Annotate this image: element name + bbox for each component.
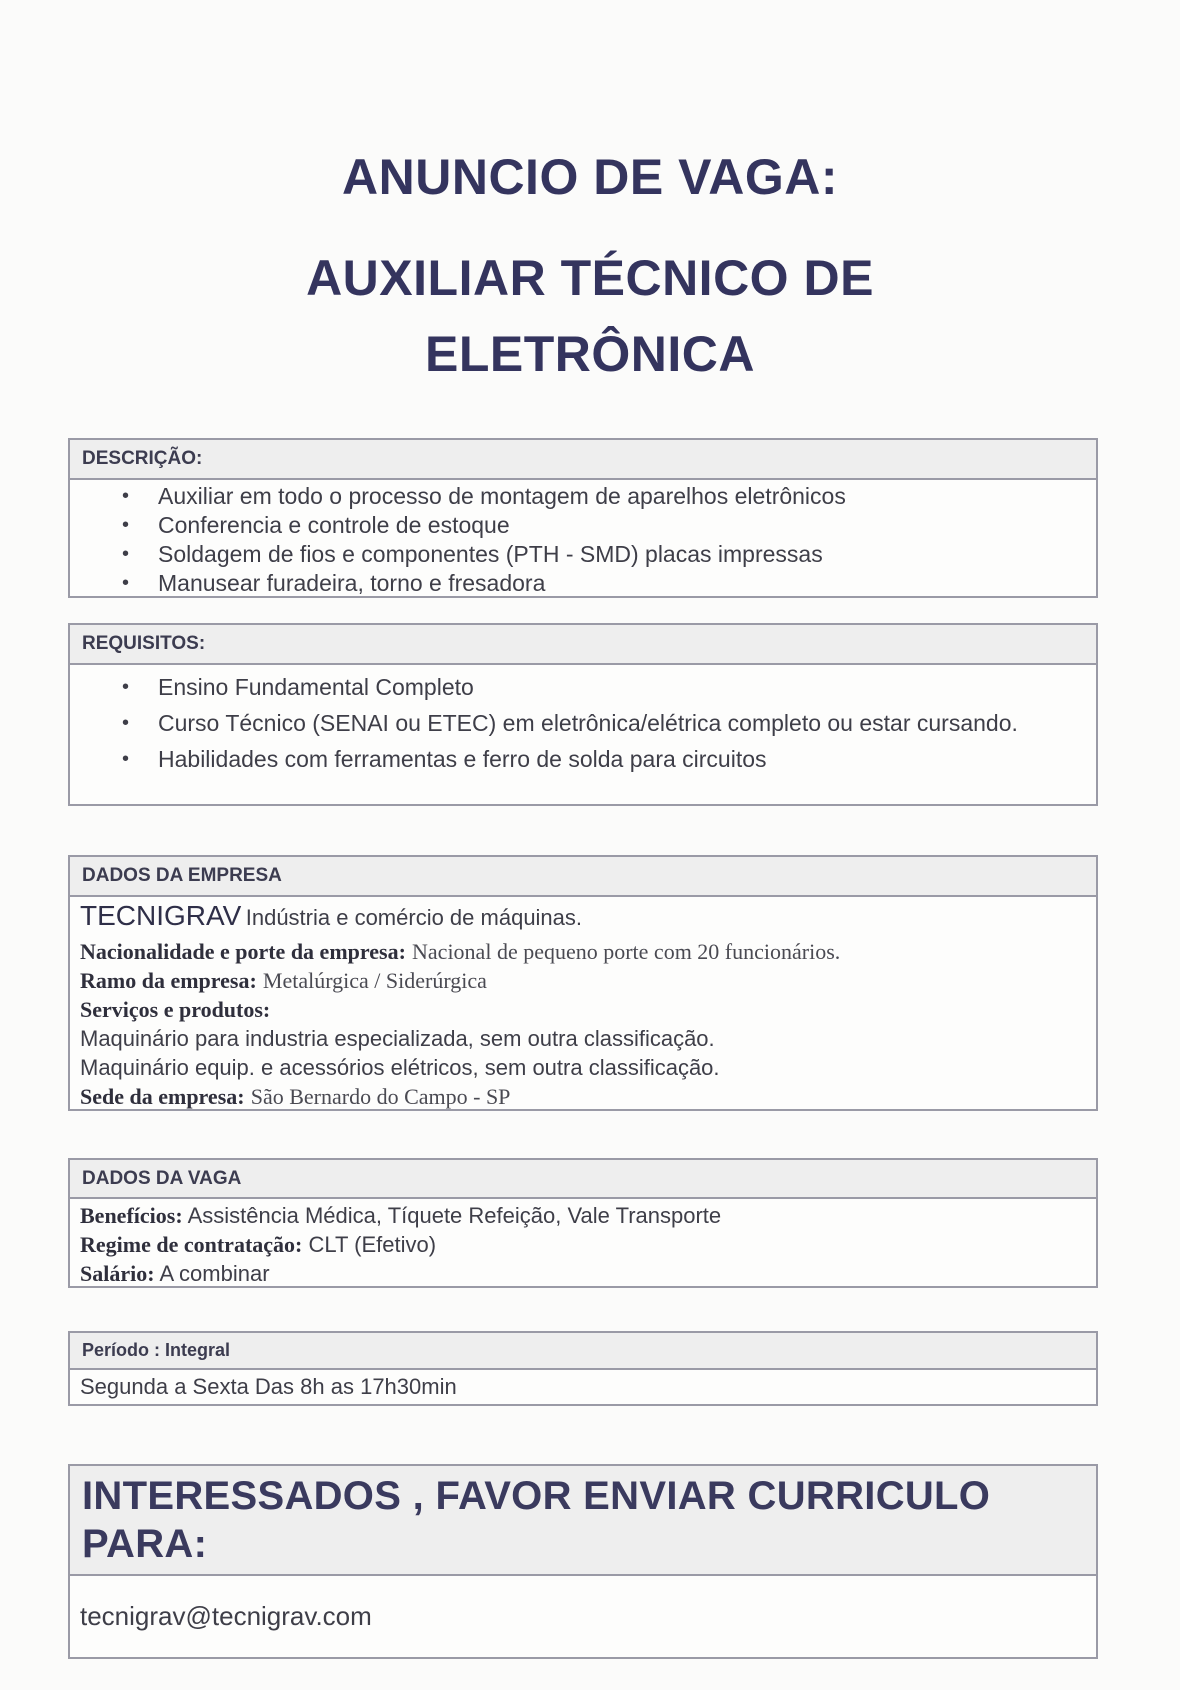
servico-item: Maquinário para industria especializada, sem outra classificação. — [80, 1026, 715, 1051]
requisitos-heading: REQUISITOS: — [70, 625, 1096, 665]
list-item — [70, 673, 1096, 701]
bullet-icon: • — [122, 748, 130, 770]
descricao-list — [70, 480, 1096, 598]
company-name-line — [70, 900, 1096, 937]
empresa-heading: DADOS DA EMPRESA — [70, 857, 1096, 897]
vaga-section — [68, 1158, 1098, 1288]
bullet-icon: • — [122, 572, 130, 594]
salario-line — [70, 1259, 1096, 1288]
list-item-text: Auxiliar em todo o processo de montagem de aparelhos eletrônicos — [158, 483, 846, 509]
ramo-line — [70, 966, 1096, 995]
nacionalidade-value: Nacional de pequeno porte com 20 funcionários. — [412, 939, 841, 964]
nacionalidade-line — [70, 937, 1096, 966]
bullet-icon: • — [122, 514, 130, 536]
regime-value: CLT (Efetivo) — [308, 1232, 437, 1257]
company-name: TECNIGRAV — [80, 900, 242, 931]
ramo-value: Metalúrgica / Siderúrgica — [262, 968, 487, 993]
list-item-text: Soldagem de fios e componentes (PTH - SMD) placas impressas — [158, 541, 823, 567]
list-item — [70, 540, 1096, 569]
job-title-line-2: ELETRÔNICA — [425, 326, 755, 382]
list-item-text: Curso Técnico (SENAI ou ETEC) em eletrônica/elétrica completo ou estar cursando. — [158, 710, 1018, 736]
list-item-text: Ensino Fundamental Completo — [158, 674, 474, 700]
regime-label: Regime de contratação: — [80, 1232, 303, 1257]
servico-item: Maquinário equip. e acessórios elétricos, sem outra classificação. — [80, 1055, 720, 1080]
beneficios-value: Assistência Médica, Tíquete Refeição, Vale Transporte — [187, 1203, 722, 1228]
bullet-icon: • — [122, 676, 130, 698]
list-item — [70, 745, 1096, 773]
bullet-icon: • — [122, 712, 130, 734]
descricao-heading: DESCRIÇÃO: — [70, 440, 1096, 480]
periodo-value: Segunda a Sexta Das 8h as 17h30min — [80, 1374, 457, 1399]
requisitos-section — [68, 623, 1098, 806]
servicos-label: Serviços e produtos: — [80, 997, 271, 1022]
sede-value: São Bernardo do Campo - SP — [250, 1084, 511, 1109]
salario-value: A combinar — [159, 1261, 270, 1286]
job-title-line-1: AUXILIAR TÉCNICO DE — [306, 250, 874, 306]
sede-line — [70, 1082, 1096, 1111]
list-item-text: Manusear furadeira, torno e fresadora — [158, 570, 546, 596]
company-tagline: Indústria e comércio de máquinas. — [245, 905, 583, 930]
sede-label: Sede da empresa: — [80, 1084, 245, 1109]
nacionalidade-label: Nacionalidade e porte da empresa: — [80, 939, 406, 964]
list-item — [70, 482, 1096, 511]
vaga-heading: DADOS DA VAGA — [70, 1160, 1096, 1199]
list-item — [70, 569, 1096, 598]
job-title — [0, 240, 1180, 392]
list-item-text: Habilidades com ferramentas e ferro de solda para circuitos — [158, 746, 767, 772]
list-item — [70, 511, 1096, 540]
regime-line — [70, 1230, 1096, 1259]
periodo-heading: Período : Integral — [70, 1333, 1096, 1370]
salario-label: Salário: — [80, 1261, 155, 1286]
beneficios-line — [70, 1201, 1096, 1230]
contato-heading: INTERESSADOS , FAVOR ENVIAR CURRICULO PARA: — [70, 1466, 1096, 1576]
beneficios-label: Benefícios: — [80, 1203, 183, 1228]
page-title: ANUNCIO DE VAGA: — [342, 149, 838, 205]
bullet-icon: • — [122, 543, 130, 565]
contact-email[interactable]: tecnigrav@tecnigrav.com — [80, 1601, 372, 1631]
bullet-icon: • — [122, 485, 130, 507]
list-item-text: Conferencia e controle de estoque — [158, 512, 510, 538]
requisitos-list — [70, 665, 1096, 773]
empresa-section — [68, 855, 1098, 1111]
list-item — [70, 709, 1096, 737]
servicos-line — [70, 995, 1096, 1024]
descricao-section — [68, 438, 1098, 598]
periodo-section — [68, 1331, 1098, 1406]
ramo-label: Ramo da empresa: — [80, 968, 257, 993]
contato-section — [68, 1464, 1098, 1659]
